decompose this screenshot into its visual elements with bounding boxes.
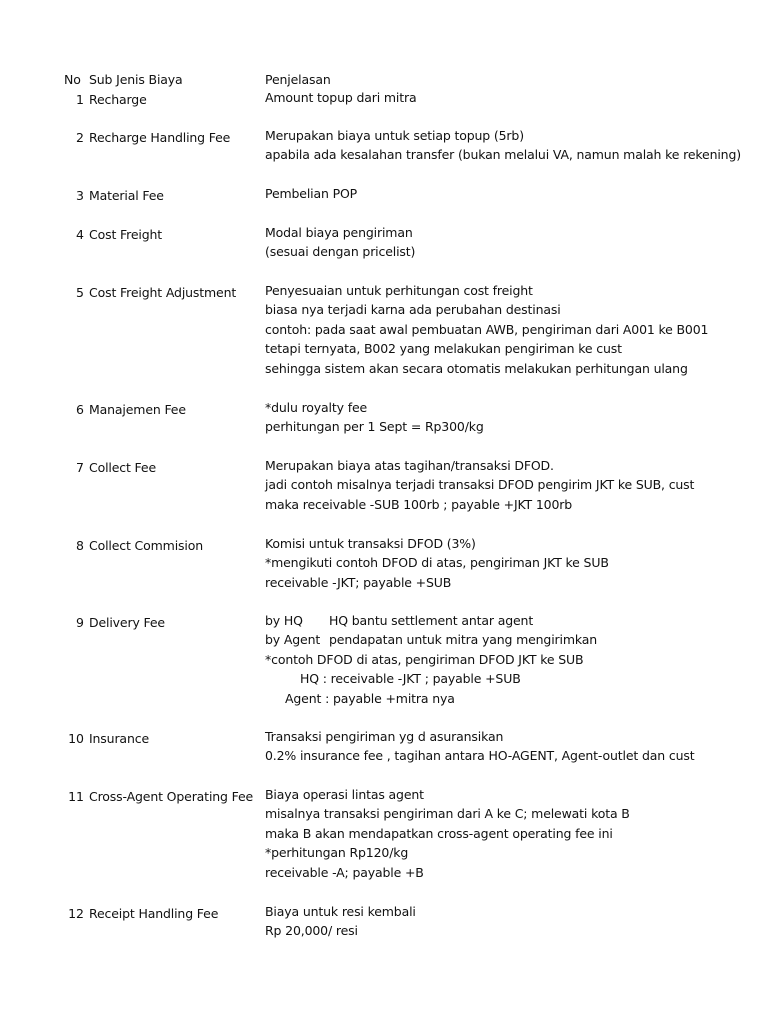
description-line: *contoh DFOD di atas, pengiriman DFOD JKT ke SUB [265, 651, 584, 667]
delivery-by-hq-text: HQ bantu settlement antar agent [329, 613, 534, 628]
description-line: Agent : payable +mitra nya [285, 690, 455, 706]
row-description [265, 902, 647, 941]
row-name: Recharge [89, 92, 147, 107]
header-sub-jenis-biaya: Sub Jenis Biaya [89, 72, 183, 87]
description-line: Pembelian POP [265, 186, 358, 201]
description-line: apabila ada kesalahan transfer (bukan melalui VA, namun malah ke rekening) [265, 147, 741, 163]
row-number: 1 [76, 92, 84, 107]
description-line: Transaksi pengiriman yg d asuransikan [265, 729, 504, 744]
row-name: Cost Freight [89, 227, 163, 242]
row-name: Cost Freight Adjustment [89, 285, 237, 300]
row-description [265, 184, 647, 203]
row-name: Collect Fee [89, 460, 156, 475]
description-line: *dulu royalty fee [265, 400, 368, 415]
description-line: maka B akan mendapatkan cross-agent operating fee ini [265, 825, 613, 841]
description-line: receivable -A; payable +B [265, 864, 424, 880]
delivery-by-agent-label: by Agent [265, 632, 321, 648]
description-line: biasa nya terjadi karna ada perubahan destinasi [265, 302, 561, 318]
row-description [265, 456, 695, 514]
row-number: 7 [76, 460, 84, 475]
description-line: perhitungan per 1 Sept = Rp300/kg [265, 419, 484, 435]
description-line: Biaya operasi lintas agent [265, 787, 424, 802]
row-name: Recharge Handling Fee [89, 130, 231, 145]
row-description [265, 223, 647, 262]
row-number: 8 [76, 538, 84, 553]
row-description [265, 727, 695, 766]
description-line: *perhitungan Rp120/kg [265, 845, 409, 861]
delivery-by-hq-label: by HQ [265, 613, 303, 628]
description-line: jadi contoh misalnya terjadi transaksi DFOD pengirim JKT ke SUB, cust [265, 477, 695, 493]
row-description [265, 398, 647, 437]
row-description [265, 281, 709, 378]
row-name: Cross-Agent Operating Fee [89, 789, 254, 804]
row-description [265, 611, 647, 708]
row-name: Delivery Fee [89, 615, 165, 630]
delivery-by-agent-text: pendapatan untuk mitra yang mengirimkan [329, 632, 598, 648]
description-line: Amount topup dari mitra [265, 90, 417, 105]
row-description [265, 534, 647, 592]
description-line: Penyesuaian untuk perhitungan cost freight [265, 283, 533, 298]
row-number: 5 [76, 285, 84, 300]
header-penjelasan: Penjelasan [265, 72, 331, 87]
description-line: Biaya untuk resi kembali [265, 904, 416, 919]
description-line [265, 611, 647, 630]
description-line: (sesuai dengan pricelist) [265, 244, 416, 260]
description-line: Rp 20,000/ resi [265, 923, 358, 939]
row-name: Receipt Handling Fee [89, 906, 219, 921]
description-line: sehingga sistem akan secara otomatis melakukan perhitungan ulang [265, 360, 688, 376]
description-line: Merupakan biaya atas tagihan/transaksi DFOD. [265, 458, 554, 473]
description-line: 0.2% insurance fee , tagihan antara HO-AGENT, Agent-outlet dan cust [265, 748, 695, 764]
row-number: 3 [76, 188, 84, 203]
row-number: 2 [76, 130, 84, 145]
row-description [265, 88, 647, 107]
description-line: Modal biaya pengiriman [265, 225, 413, 240]
row-name: Collect Commision [89, 538, 203, 553]
description-line: misalnya transaksi pengiriman dari A ke C; melewati kota B [265, 806, 630, 822]
row-number: 4 [76, 227, 84, 242]
description-line: contoh: pada saat awal pembuatan AWB, pengiriman dari A001 ke B001 [265, 321, 709, 337]
description-line: receivable -JKT; payable +SUB [265, 574, 452, 590]
description-line [265, 630, 647, 649]
row-number: 6 [76, 402, 84, 417]
row-number: 11 [68, 789, 84, 804]
description-line: maka receivable -SUB 100rb ; payable +JKT 100rb [265, 496, 573, 512]
row-name: Manajemen Fee [89, 402, 186, 417]
description-line: *mengikuti contoh DFOD di atas, pengiriman JKT ke SUB [265, 555, 609, 571]
row-name: Insurance [89, 731, 149, 746]
description-line: HQ : receivable -JKT ; payable +SUB [300, 671, 521, 687]
row-description [265, 785, 647, 882]
description-line: tetapi ternyata, B002 yang melakukan pengiriman ke cust [265, 341, 622, 357]
header-no: No [64, 72, 81, 87]
description-line: Komisi untuk transaksi DFOD (3%) [265, 536, 476, 551]
row-number: 10 [68, 731, 84, 746]
row-number: 12 [68, 906, 84, 921]
row-number: 9 [76, 615, 84, 630]
row-description [265, 126, 741, 165]
description-line: Merupakan biaya untuk setiap topup (5rb) [265, 128, 524, 143]
row-name: Material Fee [89, 188, 164, 203]
